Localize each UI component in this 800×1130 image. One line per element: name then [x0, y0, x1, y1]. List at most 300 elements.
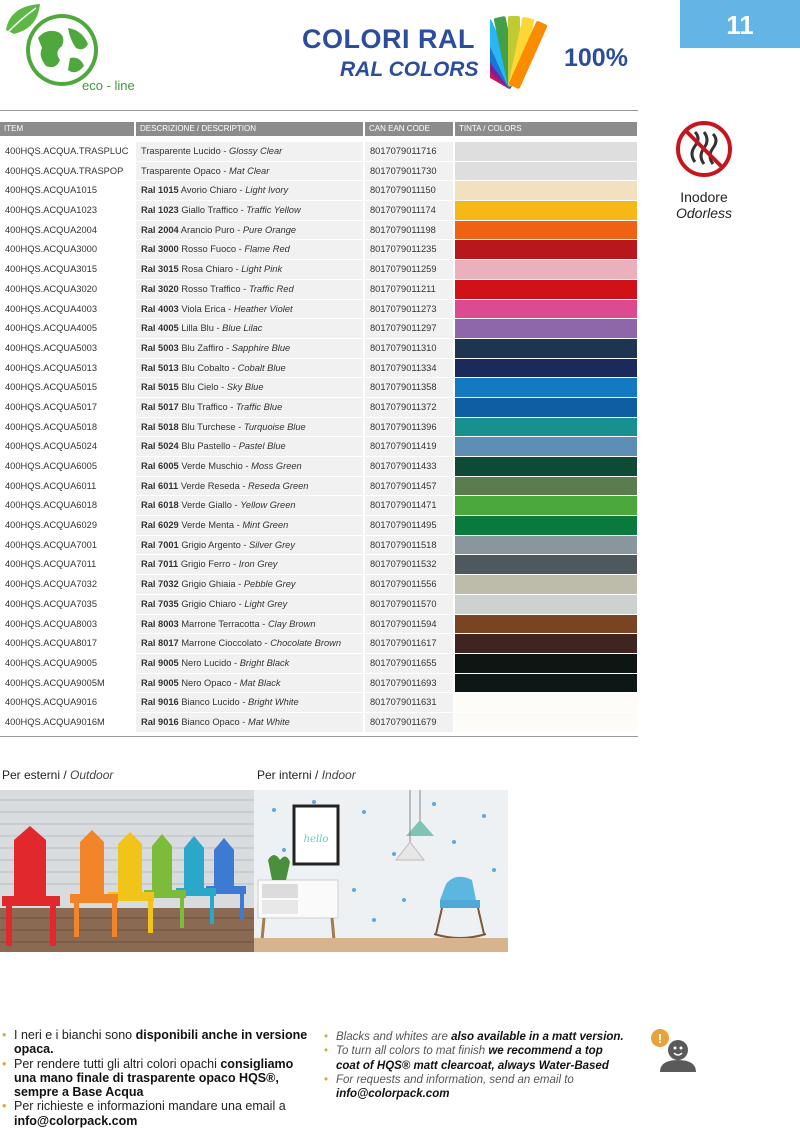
cell-item-code: 400HQS.ACQUA9005M	[0, 674, 134, 694]
email-link[interactable]: info@colorpack.com	[14, 1113, 138, 1128]
cell-ean-code: 8017079011532	[365, 555, 453, 575]
eco-line-logo	[0, 0, 160, 100]
color-name-it: Nero Lucido	[178, 657, 232, 668]
table-row	[0, 437, 640, 457]
note-text: For requests and information, send an email to	[336, 1073, 574, 1086]
help-support-icon	[650, 1028, 698, 1074]
cell-description	[136, 713, 363, 733]
cell-description	[136, 654, 363, 674]
cell-item-code: 400HQS.ACQUA1015	[0, 181, 134, 201]
table-row	[0, 555, 640, 575]
separator: -	[242, 461, 252, 471]
color-name-it: Rosa Chiaro	[178, 264, 233, 275]
cell-description	[136, 378, 363, 398]
table-row	[0, 693, 640, 713]
color-name-en: Chocolate Brown	[270, 638, 342, 649]
color-name-en: Bright Black	[239, 657, 290, 668]
cell-ean-code: 8017079011518	[365, 536, 453, 556]
color-name-en: Heather Violet	[233, 303, 293, 314]
cell-item-code: 400HQS.ACQUA7035	[0, 595, 134, 615]
cell-ean-code: 8017079011495	[365, 516, 453, 536]
cell-ean-code: 8017079011570	[365, 595, 453, 615]
cell-description	[136, 634, 363, 654]
table-row	[0, 634, 640, 654]
svg-text:!: !	[657, 1031, 663, 1046]
ral-code: Ral 3015	[141, 264, 179, 275]
color-name-en: Moss Green	[251, 461, 302, 471]
separator: -	[236, 244, 245, 255]
color-name-it: Blu Cobalto	[178, 362, 230, 373]
ral-code: Ral 6029	[141, 520, 179, 531]
note-emphasis: we recommend a top coat of HQS® matt clearcoat, always Water-Based	[336, 1045, 609, 1072]
title-block	[300, 18, 640, 98]
ral-code: Ral 9005	[141, 657, 179, 668]
separator: -	[231, 657, 240, 668]
table-row	[0, 615, 640, 635]
cell-ean-code: 8017079011471	[365, 496, 453, 516]
table-row	[0, 181, 640, 201]
color-name-en: Light Pink	[241, 264, 283, 275]
color-name-it: Giallo Traffico	[178, 205, 238, 216]
cell-item-code: 400HQS.ACQUA3000	[0, 240, 134, 260]
color-name-it: Avorio Chiaro	[178, 185, 237, 196]
eco-line-brand: eco - line	[82, 78, 135, 93]
ral-code: Ral 6005	[141, 461, 179, 471]
cell-ean-code: 8017079011419	[365, 437, 453, 457]
table-row	[0, 359, 640, 379]
cell-item-code: 400HQS.ACQUA5024	[0, 437, 134, 457]
color-swatch	[455, 181, 637, 201]
cell-item-code: 400HQS.ACQUA3015	[0, 260, 134, 280]
no-odor-icon	[675, 120, 733, 178]
color-swatch	[455, 536, 637, 556]
page-title: COLORI RAL	[302, 24, 475, 54]
cell-ean-code: 8017079011631	[365, 693, 453, 713]
separator: -	[213, 323, 223, 334]
color-swatch	[455, 398, 637, 418]
cell-item-code: 400HQS.ACQUA2004	[0, 221, 134, 241]
table-row	[0, 339, 640, 359]
ral-code: Ral 7001	[141, 539, 179, 550]
color-name-it: Bianco Lucido	[178, 697, 240, 708]
color-name-en: Iron Grey	[238, 559, 278, 570]
separator: -	[220, 165, 230, 176]
ral-code: Ral 7011	[141, 559, 179, 570]
cell-item-code: 400HQS.ACQUA5017	[0, 398, 134, 418]
color-swatch	[455, 713, 637, 733]
color-swatch	[455, 693, 637, 713]
column-header-colors: TINTA / COLORS	[455, 122, 637, 136]
ral-code: Ral 8003	[141, 618, 179, 629]
table-header	[0, 122, 640, 136]
email-link[interactable]: info@colorpack.com	[336, 1088, 450, 1101]
table-row	[0, 260, 640, 280]
color-swatch	[455, 359, 637, 379]
cell-item-code: 400HQS.ACQUA7032	[0, 575, 134, 595]
table-body	[0, 142, 640, 733]
column-header-item: ITEM	[0, 122, 134, 136]
cell-item-code: 400HQS.ACQUA9005	[0, 654, 134, 674]
color-swatch	[455, 674, 637, 694]
ral-code: Ral 5015	[141, 382, 179, 393]
cell-description	[136, 398, 363, 418]
color-name-it: Verde Menta	[178, 520, 235, 531]
table-row	[0, 221, 640, 241]
color-name-it: Grigio Ferro	[178, 559, 231, 570]
color-name-it: Blu Pastello	[178, 441, 231, 452]
cell-ean-code: 8017079011396	[365, 418, 453, 438]
separator: -	[239, 697, 248, 708]
cell-item-code: 400HQS.ACQUA7001	[0, 536, 134, 556]
bullet-icon: •	[2, 1056, 7, 1071]
cell-description	[136, 496, 363, 516]
separator: -	[227, 401, 236, 412]
separator: -	[240, 539, 250, 550]
cell-description	[136, 280, 363, 300]
color-swatch	[455, 516, 637, 536]
cell-description	[136, 555, 363, 575]
outdoor-label	[2, 768, 113, 782]
color-swatch	[455, 575, 637, 595]
color-swatch	[455, 201, 637, 221]
ral-color-table	[0, 122, 640, 733]
cell-ean-code: 8017079011693	[365, 674, 453, 694]
separator: -	[225, 303, 234, 314]
cell-description	[136, 477, 363, 497]
table-row	[0, 319, 640, 339]
color-swatch	[455, 280, 637, 300]
table-row	[0, 516, 640, 536]
color-name-en: Light Ivory	[245, 185, 289, 196]
separator: -	[239, 480, 249, 491]
bullet-icon: •	[324, 1031, 329, 1043]
table-row	[0, 162, 640, 182]
color-swatch	[455, 221, 637, 241]
cell-description	[136, 221, 363, 241]
ral-code: Ral 1015	[141, 185, 179, 196]
color-name-it: Rosso Traffico	[178, 283, 241, 294]
cell-item-code: 400HQS.ACQUA4005	[0, 319, 134, 339]
separator: -	[229, 362, 238, 373]
cell-item-code: 400HQS.ACQUA6029	[0, 516, 134, 536]
cell-description	[136, 339, 363, 359]
cell-ean-code: 8017079011150	[365, 181, 453, 201]
color-name-en: Light Grey	[244, 598, 288, 609]
cell-ean-code: 8017079011594	[365, 615, 453, 635]
color-name-en: Traffic Yellow	[246, 205, 301, 216]
ral-code: Ral 2004	[141, 224, 179, 235]
color-name-en: Mat Clear	[229, 165, 270, 176]
separator: -	[259, 618, 268, 629]
color-swatch	[455, 319, 637, 339]
table-row	[0, 654, 640, 674]
cell-item-code: 400HQS.ACQUA.TRASPLUC	[0, 142, 134, 162]
bullet-icon: •	[324, 1073, 329, 1086]
table-row	[0, 674, 640, 694]
cell-ean-code: 8017079011617	[365, 634, 453, 654]
divider	[0, 736, 638, 737]
cell-ean-code: 8017079011433	[365, 457, 453, 477]
notes-english	[324, 1030, 624, 1101]
color-name-it: Arancio Puro	[178, 224, 235, 235]
color-name-it: Trasparente Lucido	[141, 146, 221, 156]
note-text: Per richieste e informazioni mandare una email a	[14, 1099, 286, 1114]
note-text: Blacks and whites are	[336, 1031, 452, 1043]
cell-item-code: 400HQS.ACQUA9016M	[0, 713, 134, 733]
color-name-en: Mat White	[247, 716, 290, 727]
note-emphasis: disponibili anche in versione opaca.	[14, 1028, 308, 1057]
cell-description	[136, 142, 363, 162]
cell-item-code: 400HQS.ACQUA8003	[0, 615, 134, 635]
table-row	[0, 536, 640, 556]
cell-item-code: 400HQS.ACQUA1023	[0, 201, 134, 221]
column-header-description: DESCRIZIONE / DESCRIPTION	[136, 122, 363, 136]
indoor-room-photo	[254, 790, 508, 952]
indoor-label	[257, 768, 356, 782]
divider	[0, 110, 638, 111]
color-name-en: Reseda Green	[248, 480, 309, 491]
indoor-label-it: Per interni /	[257, 768, 322, 782]
color-swatch	[455, 418, 637, 438]
cell-ean-code: 8017079011259	[365, 260, 453, 280]
table-row	[0, 595, 640, 615]
color-name-it: Verde Muschio	[178, 461, 243, 471]
table-row	[0, 142, 640, 162]
cell-ean-code: 8017079011556	[365, 575, 453, 595]
odorless-badge	[664, 120, 744, 221]
color-swatch	[455, 142, 637, 162]
color-name-en: Clay Brown	[267, 618, 316, 629]
table-row	[0, 496, 640, 516]
table-row	[0, 418, 640, 438]
note-item	[324, 1073, 624, 1102]
outdoor-label-it: Per esterni /	[2, 768, 71, 782]
table-row	[0, 575, 640, 595]
cell-item-code: 400HQS.ACQUA5018	[0, 418, 134, 438]
page-number: 11	[680, 0, 800, 48]
ral-code: Ral 4005	[141, 323, 179, 334]
separator: -	[230, 559, 239, 570]
color-swatch	[455, 477, 637, 497]
cell-item-code: 400HQS.ACQUA5003	[0, 339, 134, 359]
ral-code: Ral 3020	[141, 283, 179, 294]
color-name-en: Flame Red	[244, 244, 290, 255]
cell-item-code: 400HQS.ACQUA9016	[0, 693, 134, 713]
cell-description	[136, 359, 363, 379]
cell-item-code: 400HQS.ACQUA5013	[0, 359, 134, 379]
separator: -	[240, 283, 249, 294]
ral-code: Ral 7035	[141, 598, 179, 609]
note-emphasis: also available in a matt version.	[451, 1031, 624, 1043]
color-name-en: Mint Green	[242, 520, 289, 531]
note-item	[2, 1057, 314, 1100]
cell-ean-code: 8017079011457	[365, 477, 453, 497]
separator: -	[220, 146, 230, 156]
cell-ean-code: 8017079011655	[365, 654, 453, 674]
table-row	[0, 378, 640, 398]
cell-description	[136, 595, 363, 615]
ral-code: Ral 1023	[141, 205, 179, 216]
table-row	[0, 300, 640, 320]
table-row	[0, 398, 640, 418]
cell-item-code: 400HQS.ACQUA6018	[0, 496, 134, 516]
cell-ean-code: 8017079011198	[365, 221, 453, 241]
color-swatch	[455, 496, 637, 516]
color-name-it: Rosso Fuoco	[178, 244, 237, 255]
separator: -	[230, 441, 239, 452]
cell-item-code: 400HQS.ACQUA7011	[0, 555, 134, 575]
color-name-en: Traffic Red	[248, 283, 294, 294]
ral-code: Ral 9005	[141, 677, 179, 688]
separator: -	[235, 421, 244, 432]
bullet-icon: •	[324, 1045, 329, 1058]
column-header-ean: CAN EAN CODE	[365, 122, 453, 136]
ral-code: Ral 6011	[141, 480, 179, 491]
color-name-it: Trasparente Opaco	[141, 165, 221, 176]
cell-description	[136, 162, 363, 182]
cell-description	[136, 615, 363, 635]
odorless-label-en: Odorless	[675, 205, 733, 221]
cell-item-code: 400HQS.ACQUA.TRASPOP	[0, 162, 134, 182]
cell-ean-code: 8017079011235	[365, 240, 453, 260]
cell-description	[136, 260, 363, 280]
cell-description	[136, 181, 363, 201]
ral-code: Ral 5013	[141, 362, 179, 373]
cell-ean-code: 8017079011716	[365, 142, 453, 162]
color-name-en: Mat Black	[239, 677, 281, 688]
color-name-en: Turquoise Blue	[243, 421, 306, 432]
odorless-label-it: Inodore	[680, 189, 728, 205]
color-name-it: Bianco Opaco	[178, 716, 240, 727]
note-text: To turn all colors to mat finish	[336, 1045, 489, 1058]
ral-code: Ral 6018	[141, 500, 179, 511]
color-name-it: Nero Opaco	[178, 677, 232, 688]
cell-ean-code: 8017079011273	[365, 300, 453, 320]
note-item	[324, 1030, 624, 1044]
ral-code: Ral 5003	[141, 342, 179, 353]
color-name-en: Glossy Clear	[229, 146, 283, 156]
cell-ean-code: 8017079011358	[365, 378, 453, 398]
color-name-it: Blu Cielo	[178, 382, 219, 393]
cell-description	[136, 674, 363, 694]
cell-description	[136, 516, 363, 536]
ral-code: Ral 3000	[141, 244, 179, 255]
ral-code: Ral 7032	[141, 579, 179, 590]
cell-description	[136, 418, 363, 438]
cell-description	[136, 240, 363, 260]
color-swatch	[455, 260, 637, 280]
separator: -	[231, 677, 240, 688]
cell-description	[136, 536, 363, 556]
cell-item-code: 400HQS.ACQUA6005	[0, 457, 134, 477]
page-subtitle: RAL COLORS	[340, 58, 479, 81]
cell-ean-code: 8017079011372	[365, 398, 453, 418]
percent-label: 100%	[564, 44, 628, 72]
table-row	[0, 280, 640, 300]
cell-description	[136, 201, 363, 221]
table-row	[0, 457, 640, 477]
note-text: I neri e i bianchi sono	[14, 1028, 136, 1042]
cell-description	[136, 693, 363, 713]
color-name-en: Pebble Grey	[243, 579, 296, 590]
color-name-it: Grigio Chiaro	[178, 598, 237, 609]
table-row	[0, 477, 640, 497]
color-name-it: Blu Traffico	[178, 401, 228, 412]
color-name-en: Bright White	[248, 697, 299, 708]
color-name-it: Grigio Argento	[178, 539, 241, 550]
cell-description	[136, 575, 363, 595]
color-name-it: Blu Turchese	[178, 421, 236, 432]
color-name-en: Traffic Blue	[235, 401, 283, 412]
color-name-en: Cobalt Blue	[237, 362, 286, 373]
cell-description	[136, 319, 363, 339]
color-name-it: Viola Erica	[178, 303, 226, 314]
separator: -	[233, 264, 242, 275]
cell-ean-code: 8017079011679	[365, 713, 453, 733]
cell-item-code: 400HQS.ACQUA5015	[0, 378, 134, 398]
separator: -	[234, 520, 243, 531]
color-name-en: Sapphire Blue	[231, 342, 291, 353]
color-name-it: Marrone Terracotta	[178, 618, 260, 629]
color-swatch	[455, 595, 637, 615]
color-name-it: Marrone Cioccolato	[178, 638, 262, 649]
color-name-en: Yellow Green	[240, 500, 296, 511]
separator: -	[261, 638, 271, 649]
note-item	[2, 1099, 314, 1128]
color-swatch	[455, 378, 637, 398]
color-swatch	[455, 339, 637, 359]
indoor-label-en: Indoor	[321, 768, 356, 782]
color-name-en: Sky Blue	[226, 382, 264, 393]
color-swatch	[455, 457, 637, 477]
notes-italian	[2, 1028, 314, 1128]
frame-hello-text: hello	[303, 834, 329, 845]
ral-code: Ral 9016	[141, 716, 179, 727]
separator: -	[236, 185, 246, 196]
separator: -	[223, 342, 232, 353]
cell-item-code: 400HQS.ACQUA3020	[0, 280, 134, 300]
table-row	[0, 240, 640, 260]
color-name-en: Blue Lilac	[222, 323, 263, 334]
color-swatch	[455, 555, 637, 575]
separator: -	[237, 205, 247, 216]
separator: -	[218, 382, 227, 393]
separator: -	[234, 224, 243, 235]
cell-ean-code: 8017079011211	[365, 280, 453, 300]
color-swatch	[455, 634, 637, 654]
outdoor-label-en: Outdoor	[70, 768, 114, 782]
cell-description	[136, 457, 363, 477]
note-item	[2, 1028, 314, 1057]
color-swatch	[455, 240, 637, 260]
color-name-it: Verde Reseda	[178, 480, 240, 491]
note-text: Per rendere tutti gli altri colori opachi	[14, 1056, 221, 1071]
table-row	[0, 713, 640, 733]
color-swatch	[455, 162, 637, 182]
ral-code: Ral 5017	[141, 401, 179, 412]
cell-item-code: 400HQS.ACQUA4003	[0, 300, 134, 320]
ral-code: Ral 4003	[141, 303, 179, 314]
cell-item-code: 400HQS.ACQUA6011	[0, 477, 134, 497]
ral-code: Ral 8017	[141, 638, 179, 649]
color-swatch	[455, 654, 637, 674]
note-emphasis: consigliamo una mano finale di trasparente opaco HQS®, sempre a Base Acqua	[14, 1056, 294, 1100]
cell-description	[136, 300, 363, 320]
cell-ean-code: 8017079011334	[365, 359, 453, 379]
ral-code: Ral 9016	[141, 697, 179, 708]
cell-item-code: 400HQS.ACQUA8017	[0, 634, 134, 654]
cell-description	[136, 437, 363, 457]
